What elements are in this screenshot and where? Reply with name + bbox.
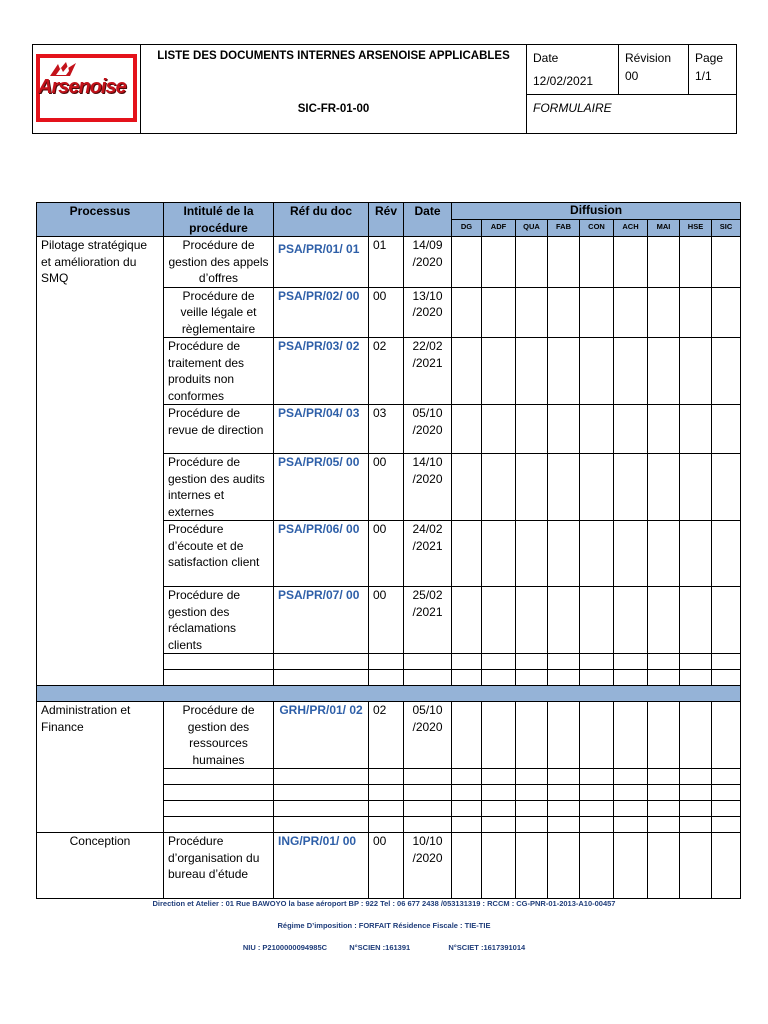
diffusion-cell [516,587,548,654]
empty-cell [404,654,452,670]
diffusion-cell [580,702,614,769]
diffusion-header-adf: ADF [482,220,516,237]
col-header-processus: Processus [37,203,164,237]
diffusion-cell [614,769,648,785]
diffusion-cell [648,287,680,338]
diffusion-cell [580,587,614,654]
processus-cell: Administration et Finance [37,702,164,833]
diffusion-cell [548,769,580,785]
diffusion-cell [516,801,548,817]
diffusion-cell [614,670,648,686]
diffusion-cell [680,237,712,288]
diffusion-cell [680,338,712,405]
diffusion-cell [482,769,516,785]
diffusion-cell [516,769,548,785]
diffusion-cell [452,833,482,899]
diffusion-cell [516,454,548,521]
ref-cell: PSA/PR/07/ 00 [274,587,369,654]
diffusion-cell [648,769,680,785]
diffusion-cell [580,287,614,338]
diffusion-cell [580,785,614,801]
rev-cell: 00 [369,521,404,587]
diffusion-cell [548,817,580,833]
diffusion-cell [452,405,482,454]
diffusion-cell [648,237,680,288]
empty-cell [274,817,369,833]
diffusion-cell [548,338,580,405]
page-cell [689,45,737,95]
table-row [37,833,741,899]
title-cell [141,45,527,134]
diffusion-cell [580,817,614,833]
ref-cell: PSA/PR/04/ 03 [274,405,369,454]
diffusion-cell [482,785,516,801]
diffusion-cell [648,338,680,405]
diffusion-header-sic: SIC [712,220,741,237]
diffusion-cell [516,521,548,587]
diffusion-header-hse: HSE [680,220,712,237]
empty-cell [274,654,369,670]
rev-cell: 01 [369,237,404,288]
diffusion-cell [712,785,741,801]
diffusion-cell [580,237,614,288]
empty-cell [404,769,452,785]
empty-cell [164,801,274,817]
diffusion-cell [680,833,712,899]
diffusion-cell [452,454,482,521]
processus-cell: Conception [37,833,164,899]
diffusion-cell [712,801,741,817]
page-value: 1/1 [695,69,712,83]
rev-cell: 00 [369,454,404,521]
diffusion-cell [680,702,712,769]
diffusion-cell [648,670,680,686]
intitule-cell: Procédure d’organisation du bureau d’étude [164,833,274,899]
empty-cell [369,785,404,801]
diffusion-cell [712,654,741,670]
intitule-cell: Procédure de veille légale et règlementaire [164,287,274,338]
diffusion-cell [580,801,614,817]
date-cell: 14/10 /2020 [404,454,452,521]
diffusion-cell [482,817,516,833]
diffusion-cell [712,769,741,785]
date-cell: 05/10 /2020 [404,702,452,769]
table-row [37,237,741,288]
empty-cell [369,654,404,670]
diffusion-cell [580,670,614,686]
diffusion-cell [614,405,648,454]
diffusion-cell [548,521,580,587]
diffusion-cell [548,801,580,817]
diffusion-cell [548,454,580,521]
diffusion-cell [482,405,516,454]
empty-cell [369,670,404,686]
diffusion-cell [452,801,482,817]
date-cell: 24/02 /2021 [404,521,452,587]
empty-cell [274,769,369,785]
diffusion-cell [712,817,741,833]
footer-identifiers [0,943,768,952]
separator-cell [37,686,741,702]
diffusion-cell [548,833,580,899]
intitule-cell: Procédure de traitement des produits non conformes [164,338,274,405]
footer-scien: N°SCIEN :161391 [349,943,411,952]
diffusion-cell [614,817,648,833]
diffusion-cell [614,833,648,899]
diffusion-cell [580,833,614,899]
document-title: LISTE DES DOCUMENTS INTERNES ARSENOISE APPLICABLES [157,50,510,62]
empty-cell [369,801,404,817]
rev-cell: 00 [369,587,404,654]
diffusion-cell [680,521,712,587]
rev-cell: 03 [369,405,404,454]
diffusion-cell [516,702,548,769]
intitule-cell: Procédure de revue de direction [164,405,274,454]
diffusion-cell [680,817,712,833]
col-header-diffusion: Diffusion [452,203,741,220]
form-type-cell [527,95,737,134]
diffusion-cell [482,702,516,769]
diffusion-cell [452,670,482,686]
date-cell [527,45,619,95]
diffusion-cell [680,785,712,801]
diffusion-cell [680,405,712,454]
diffusion-cell [614,587,648,654]
ref-cell: GRH/PR/01/ 02 [274,702,369,769]
diffusion-cell [648,587,680,654]
diffusion-cell [614,287,648,338]
diffusion-header-fab: FAB [548,220,580,237]
diffusion-cell [648,785,680,801]
diffusion-cell [482,801,516,817]
empty-cell [369,817,404,833]
diffusion-cell [516,670,548,686]
table-row [37,702,741,769]
diffusion-cell [580,454,614,521]
diffusion-cell [516,405,548,454]
company-logo [36,54,137,122]
diffusion-cell [712,454,741,521]
diffusion-cell [580,654,614,670]
col-header-date: Date [404,203,452,237]
empty-cell [164,769,274,785]
diffusion-cell [648,801,680,817]
intitule-cell: Procédure de gestion des appels d’offres [164,237,274,288]
ref-cell: PSA/PR/03/ 02 [274,338,369,405]
empty-cell [164,785,274,801]
empty-cell [164,670,274,686]
diffusion-header-mai: MAI [648,220,680,237]
diffusion-cell [614,801,648,817]
diffusion-cell [648,833,680,899]
diffusion-cell [482,587,516,654]
diffusion-cell [452,769,482,785]
intitule-cell: Procédure de gestion des audits internes et externes [164,454,274,521]
diffusion-cell [482,237,516,288]
revision-label: Révision [625,51,672,65]
diffusion-cell [680,587,712,654]
diffusion-cell [614,521,648,587]
diffusion-cell [580,769,614,785]
diffusion-cell [648,405,680,454]
diffusion-cell [712,587,741,654]
diffusion-header-ach: ACH [614,220,648,237]
diffusion-cell [614,702,648,769]
rev-cell: 02 [369,702,404,769]
diffusion-cell [712,833,741,899]
footer-sciet: N°SCIET :1617391014 [448,943,526,952]
date-cell: 14/09 /2020 [404,237,452,288]
diffusion-cell [482,654,516,670]
diffusion-cell [614,237,648,288]
col-header-rev: Rév [369,203,404,237]
date-cell: 25/02 /2021 [404,587,452,654]
revision-value: 00 [625,69,639,83]
diffusion-cell [452,521,482,587]
diffusion-cell [648,454,680,521]
diffusion-cell [712,405,741,454]
diffusion-cell [548,702,580,769]
diffusion-cell [452,587,482,654]
intitule-cell: Procédure de gestion des réclamations clients [164,587,274,654]
rev-cell: 00 [369,287,404,338]
documents-table [36,202,741,899]
diffusion-cell [648,654,680,670]
date-cell: 13/10 /2020 [404,287,452,338]
ref-cell: PSA/PR/05/ 00 [274,454,369,521]
rev-cell: 02 [369,338,404,405]
diffusion-cell [548,405,580,454]
diffusion-cell [452,785,482,801]
diffusion-cell [548,670,580,686]
diffusion-cell [516,785,548,801]
logo-text: Arsenoise [38,76,126,98]
diffusion-cell [614,454,648,521]
diffusion-cell [680,287,712,338]
diffusion-cell [648,817,680,833]
diffusion-cell [516,338,548,405]
page-label: Page [695,51,724,65]
empty-cell [404,785,452,801]
diffusion-cell [712,237,741,288]
empty-cell [369,769,404,785]
footer-address: Direction et Atelier : 01 Rue BAWOYO la base aéroport BP : 922 Tel : 06 677 2438 /053131319 : RCCM : CG-PNR-01-2013-A10-00457 [152,899,616,908]
diffusion-cell [680,801,712,817]
diffusion-cell [580,405,614,454]
diffusion-cell [452,237,482,288]
processus-cell: Pilotage stratégique et amélioration du SMQ [37,237,164,686]
diffusion-cell [580,338,614,405]
diffusion-cell [482,454,516,521]
ref-cell: PSA/PR/06/ 00 [274,521,369,587]
diffusion-cell [680,769,712,785]
intitule-cell: Procédure de gestion des ressources humaines [164,702,274,769]
ref-cell: ING/PR/01/ 00 [274,833,369,899]
diffusion-header-dg: DG [452,220,482,237]
diffusion-cell [614,338,648,405]
diffusion-cell [516,287,548,338]
footer-niu: NIU : P2100000094985C [242,943,328,952]
empty-cell [404,801,452,817]
document-header [32,44,737,134]
diffusion-cell [548,587,580,654]
diffusion-cell [548,237,580,288]
diffusion-cell [712,521,741,587]
diffusion-cell [452,654,482,670]
diffusion-cell [712,702,741,769]
col-header-ref: Réf du doc [274,203,369,237]
diffusion-cell [482,670,516,686]
diffusion-cell [452,817,482,833]
empty-cell [274,801,369,817]
ref-cell: PSA/PR/02/ 00 [274,287,369,338]
rev-cell: 00 [369,833,404,899]
diffusion-cell [614,654,648,670]
diffusion-cell [548,654,580,670]
empty-cell [404,817,452,833]
diffusion-cell [712,287,741,338]
diffusion-cell [680,670,712,686]
date-cell: 22/02 /2021 [404,338,452,405]
diffusion-cell [482,287,516,338]
intitule-cell: Procédure d’écoute et de satisfaction client [164,521,274,587]
diffusion-cell [482,833,516,899]
empty-cell [274,670,369,686]
date-value: 12/02/2021 [533,74,594,88]
diffusion-cell [680,454,712,521]
col-header-intitule: Intitulé de la procédure [164,203,274,237]
logo-cell [33,45,141,134]
document-code: SIC-FR-01-00 [297,103,370,115]
diffusion-cell [452,338,482,405]
diffusion-cell [548,785,580,801]
date-cell: 10/10 /2020 [404,833,452,899]
diffusion-cell [516,237,548,288]
form-type: FORMULAIRE [533,101,612,115]
diffusion-cell [580,521,614,587]
diffusion-cell [712,338,741,405]
diffusion-cell [482,338,516,405]
empty-cell [274,785,369,801]
diffusion-cell [648,521,680,587]
diffusion-header-con: CON [580,220,614,237]
diffusion-cell [648,702,680,769]
diffusion-cell [680,654,712,670]
diffusion-cell [516,654,548,670]
diffusion-cell [712,670,741,686]
revision-cell [619,45,689,95]
empty-cell [404,670,452,686]
diffusion-cell [452,287,482,338]
diffusion-header-qua: QUA [516,220,548,237]
section-separator-row [37,686,741,702]
footer-tax-regime: Régime D’imposition : FORFAIT Résidence Fiscale : TIE-TIE [277,921,491,930]
empty-cell [164,654,274,670]
ref-cell: PSA/PR/01/ 01 [274,237,369,288]
diffusion-cell [614,785,648,801]
date-cell: 05/10 /2020 [404,405,452,454]
diffusion-cell [516,833,548,899]
diffusion-cell [548,287,580,338]
diffusion-cell [452,702,482,769]
date-label: Date [533,51,559,65]
empty-cell [164,817,274,833]
diffusion-cell [482,521,516,587]
diffusion-cell [516,817,548,833]
